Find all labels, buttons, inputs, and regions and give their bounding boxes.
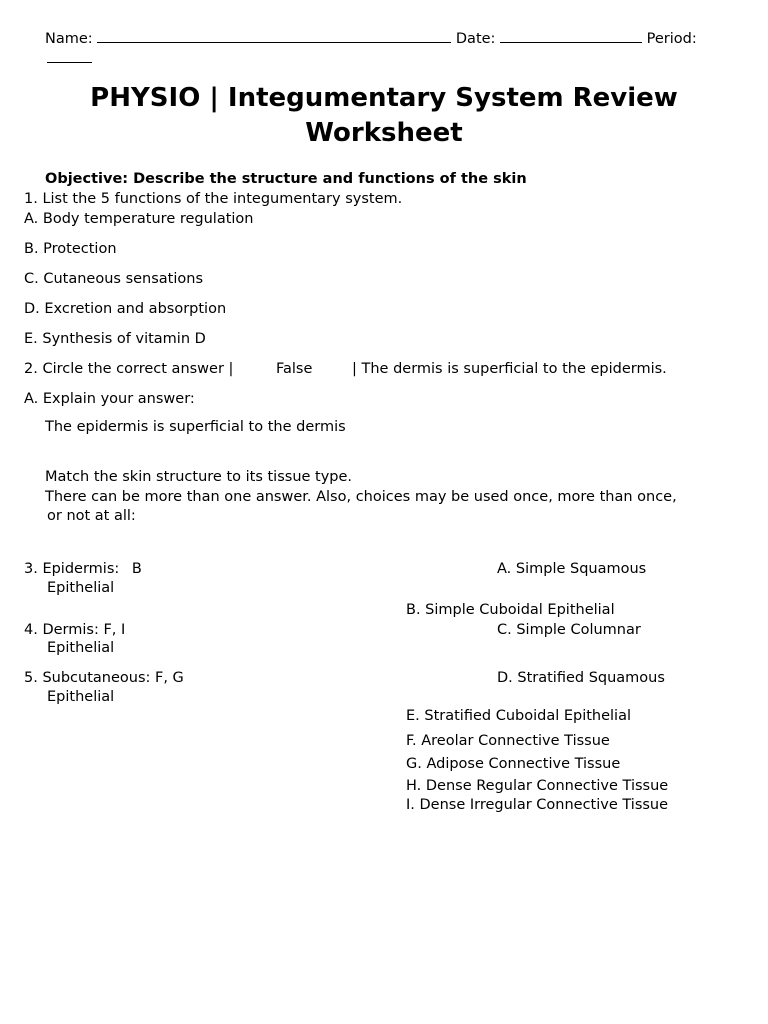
- question-2-prompt-end: | The dermis is superficial to the epidermis.: [352, 361, 667, 377]
- objective: Objective: Describe the structure and functions of the skin: [45, 171, 527, 187]
- q1-answer-e: E. Synthesis of vitamin D: [24, 331, 206, 347]
- question-3-answer: B: [131, 561, 142, 577]
- period-blank[interactable]: [47, 48, 92, 63]
- period-label: Period:: [646, 31, 697, 47]
- q1-answer-b: B. Protection: [24, 241, 117, 257]
- question-4-label: 4. Dermis: F, I: [24, 622, 126, 638]
- choice-c: C. Simple Columnar: [497, 622, 641, 638]
- choice-i: I. Dense Irregular Connective Tissue: [406, 797, 669, 813]
- question-2-explain-answer: The epidermis is superficial to the dermis: [45, 419, 346, 435]
- question-2-choice-false[interactable]: False: [276, 361, 313, 377]
- choice-e: E. Stratified Cuboidal Epithelial: [406, 708, 632, 724]
- question-5-wrap: Epithelial: [47, 689, 115, 705]
- choice-f: F. Areolar Connective Tissue: [406, 733, 610, 749]
- question-4-wrap: Epithelial: [47, 640, 115, 656]
- matching-instruction-3: or not at all:: [47, 508, 136, 524]
- choice-g: G. Adipose Connective Tissue: [406, 756, 621, 772]
- question-3: [24, 560, 142, 579]
- name-label: Name:: [45, 31, 93, 47]
- question-3-label: 3. Epidermis:: [24, 561, 120, 577]
- choice-d: D. Stratified Squamous: [497, 670, 665, 686]
- question-3-wrap: Epithelial: [47, 580, 115, 596]
- choice-h: H. Dense Regular Connective Tissue: [406, 778, 669, 794]
- period-line: [47, 48, 92, 69]
- q1-answer-d: D. Excretion and absorption: [24, 301, 227, 317]
- question-2-prompt-start: 2. Circle the correct answer |: [24, 361, 234, 377]
- matching-instruction-1: Match the skin structure to its tissue type.: [45, 469, 353, 485]
- date-blank[interactable]: [500, 28, 642, 43]
- date-label: Date:: [455, 31, 496, 47]
- q1-answer-c: C. Cutaneous sensations: [24, 271, 203, 287]
- header-line: [45, 28, 697, 49]
- question-1-prompt: 1. List the 5 functions of the integumentary system.: [24, 191, 403, 207]
- page-title-line-2: Worksheet: [305, 118, 463, 148]
- question-5-label: 5. Subcutaneous: F, G: [24, 670, 184, 686]
- matching-instruction-2: There can be more than one answer. Also, choices may be used once, more than once,: [45, 489, 677, 505]
- q1-answer-a: A. Body temperature regulation: [24, 211, 254, 227]
- question-2-explain-label: A. Explain your answer:: [24, 391, 195, 407]
- page-title-line-1: PHYSIO | Integumentary System Review: [90, 83, 678, 113]
- name-blank[interactable]: [97, 28, 451, 43]
- choice-a: A. Simple Squamous: [497, 561, 647, 577]
- choice-b: B. Simple Cuboidal Epithelial: [406, 602, 615, 618]
